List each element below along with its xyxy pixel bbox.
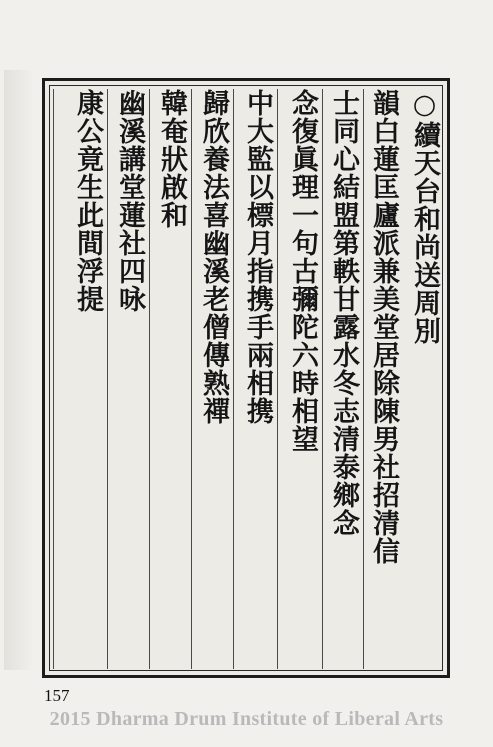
text-column-8: 幽溪講堂蓮社四咏 (107, 89, 150, 669)
text-column-9: 康公竟生此間浮提 (53, 89, 108, 669)
text-column-6: 歸欣養法喜幽溪老僧傳熟禪 (191, 89, 234, 669)
gutter-shadow (4, 70, 34, 670)
text-column-2: 韻白蓮匡廬派兼美堂居除陳男社招清信 (363, 89, 404, 669)
text-column-1: ○續天台和尚送周別 (409, 89, 440, 345)
page-number: 157 (44, 686, 70, 705)
watermark-footer: 2015 Dharma Drum Institute of Liberal Arts (49, 708, 444, 730)
text-column-3: 士同心結盟第軼甘露水冬志清泰鄉念 (322, 89, 364, 669)
text-column-5: 中大監以標月指携手兩相携 (233, 89, 278, 669)
text-column-7: 韓奄狀啟和 (149, 89, 192, 669)
text-column-4: 念復眞理一句古彌陀六時相望 (277, 89, 323, 669)
text-frame (42, 78, 450, 678)
